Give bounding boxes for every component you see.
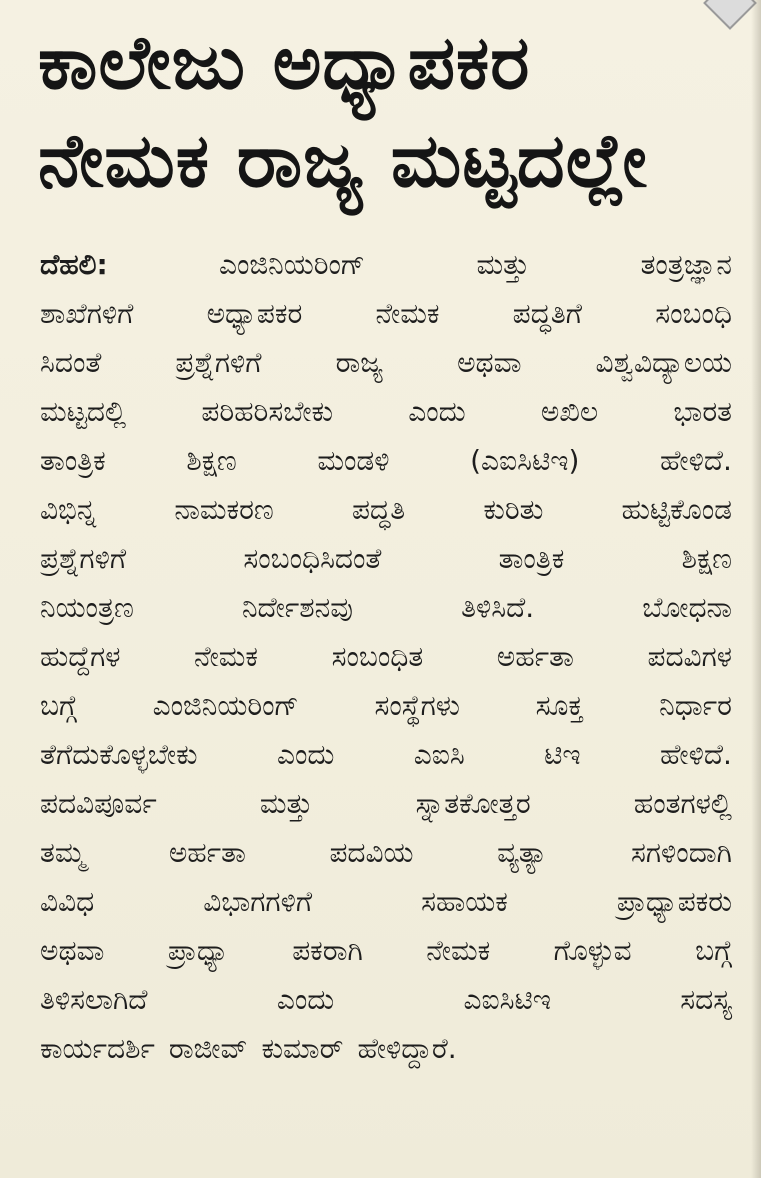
article-word: ಸಹಾಯಕ (421, 885, 508, 918)
article-word: ಅರ್ಹತಾ (168, 836, 246, 869)
article-line (40, 387, 732, 436)
article-word: ಎಂದು (408, 395, 466, 428)
article-word: ಹುಟ್ಟಿಕೊಂಡ (621, 493, 732, 526)
article-line (40, 338, 732, 387)
headline-line-1: ಕಾಲೇಜು ಅಧ್ಯಾಪಕರ (38, 20, 531, 106)
article-word: ಬೋಧನಾ (642, 591, 732, 624)
article-word: ಸೂಕ್ತ (535, 689, 584, 722)
article-word: ಸದಸ್ಯ (680, 983, 732, 1016)
article-word: ನಿರ್ದೇಶನವು (241, 591, 354, 624)
article-word: ವ್ಯತ್ಯಾ (497, 836, 548, 869)
article-word: ತಿಳಿಸಲಾಗಿದೆ (40, 983, 148, 1016)
article-line (40, 436, 732, 485)
article-word: ತಿಳಿಸಿದೆ. (461, 591, 535, 624)
article-word: ಸಗಳಿಂದಾಗಿ (631, 836, 732, 869)
article-word: (ಎಐಸಿಟಿಇ) (470, 444, 580, 477)
article-line (40, 583, 732, 632)
article-line (40, 240, 732, 289)
article-word: ಎಂದು (276, 738, 335, 771)
article-word: ಪ್ರಶ್ನೆಗಳಿಗೆ (175, 346, 262, 379)
article-word: ಹಂತಗಳಲ್ಲಿ (633, 787, 732, 820)
article-word: ತಾಂತ್ರಿಕ (40, 444, 106, 477)
article-word: ತಮ್ಮ (40, 836, 86, 869)
article-word: ಸಂಬಂಧಿತ (331, 640, 424, 673)
article-word: ರಾಜೀವ್ (168, 1032, 248, 1065)
article-word: ಅಖಿಲ (540, 395, 599, 428)
article-word: ಶಿಕ್ಷಣ (681, 542, 732, 575)
article-word: ಪದ್ಧತಿ (351, 493, 406, 526)
article-word: ಹೇಳಿದೆ. (660, 444, 732, 477)
article-word: ಮಟ್ಟದಲ್ಲಿ (40, 395, 127, 428)
article-word: ಎಐಸಿಟಿಇ (463, 983, 551, 1016)
article-word: ಪ್ರಾಧ್ಯಾ (167, 934, 229, 967)
article-word: ನಾಮಕರಣ (174, 493, 274, 526)
article-line (40, 289, 732, 338)
article-word: ಸಂಬಂಧಿಸಿದಂತೆ (243, 542, 382, 575)
article-word: ಶಿಕ್ಷಣ (186, 444, 237, 477)
headline-line-2: ನೇಮಕ ರಾಜ್ಯ ಮಟ್ಟದಲ್ಲೇ (38, 118, 648, 204)
article-line (40, 779, 732, 828)
article-word: ಅಥವಾ (457, 346, 522, 379)
article-word: ಕಾರ್ಯದರ್ಶಿ (40, 1032, 155, 1065)
article-word: ಪರಿಹರಿಸಬೇಕು (201, 395, 334, 428)
article-word: ಕುಮಾರ್ (261, 1032, 344, 1065)
article-line (40, 828, 732, 877)
article-word: ತಂತ್ರಜ್ಞಾನ (640, 248, 732, 281)
article-word: ಹೇಳಿದೆ. (659, 738, 732, 771)
article-word: ಎಂಜಿನಿಯರಿಂಗ್ (218, 248, 366, 281)
article-word: ತೆಗೆದುಕೊಳ್ಳಬೇಕು (40, 738, 198, 771)
article-word: ಎಂಜಿನಿಯರಿಂಗ್ (152, 689, 299, 722)
article-word: ಎಐಸಿ (413, 738, 465, 771)
article-word: ಭಾರತ (673, 395, 732, 428)
article-line (40, 534, 732, 583)
article-word: ನಿರ್ಧಾರ (659, 689, 732, 722)
article-word: ಪ್ರಾಧ್ಯಾಪಕರು (616, 885, 732, 918)
article-word: ಹುದ್ದೆಗಳ (40, 640, 121, 673)
article-word: ಮತ್ತು (476, 248, 530, 281)
article-word: ವಿಭಾಗಗಳಿಗೆ (203, 885, 313, 918)
article-line (40, 485, 732, 534)
article-word: ಪದ್ಧತಿಗೆ (512, 297, 583, 330)
article-word: ಶಾಖೆಗಳಿಗೆ (40, 297, 134, 330)
article-word: ಪದವಿಪೂರ್ವ (40, 787, 157, 820)
article-word: ವಿಶ್ವವಿದ್ಯಾಲಯ (595, 346, 732, 379)
article-word: ಪದವಿಯ (329, 836, 414, 869)
article-word: ನೇಮಕ (426, 934, 491, 967)
article-word: ನೇಮಕ (375, 297, 440, 330)
article-line (40, 730, 732, 779)
article-word: ಮಂಡಳಿ (317, 444, 390, 477)
article-word: ಮತ್ತು (259, 787, 313, 820)
article-word: ನೇಮಕ (194, 640, 259, 673)
headline (38, 14, 738, 210)
article-word: ಹೇಳಿದ್ದಾರೆ. (357, 1032, 457, 1065)
article-line (40, 877, 732, 926)
article-word: ಪಕರಾಗಿ (292, 934, 363, 967)
article-word: ಪ್ರಶ್ನೆಗಳಿಗೆ (40, 542, 127, 575)
article-word: ಟಿಇ (544, 738, 581, 771)
article-word: ವಿವಿಧ (40, 885, 95, 918)
article-word: ಗೊಳ್ಳುವ (553, 934, 632, 967)
article-word: ಸ್ನಾತಕೋತ್ತರ (415, 787, 531, 820)
article-line (40, 926, 732, 975)
article-line (40, 632, 732, 681)
article-word: ಕುರಿತು (483, 493, 544, 526)
article-word: ಪದವಿಗಳ (647, 640, 732, 673)
article-word: ಬಗ್ಗೆ (695, 934, 732, 967)
article-line (40, 681, 732, 730)
article-word: ರಾಜ್ಯ (335, 346, 383, 379)
article-word: ತಾಂತ್ರಿಕ (498, 542, 565, 575)
article-word: ಎಂದು (276, 983, 335, 1016)
page-edge-shadow (751, 0, 761, 1178)
article-word: ಸಿದಂತೆ (40, 346, 102, 379)
article-body (40, 240, 732, 1073)
article-word: ಬಗ್ಗೆ (40, 689, 77, 722)
article-line (40, 975, 732, 1024)
article-word: ಅಧ್ಯಾಪಕರ (206, 297, 303, 330)
article-word: ಸಂಸ್ಥೆಗಳು (374, 689, 460, 722)
article-word: ಅಥವಾ (40, 934, 105, 967)
article-word: ಸಂಬಂಧಿ (655, 297, 732, 330)
article-word: ಅರ್ಹತಾ (496, 640, 574, 673)
article-word: ವಿಭಿನ್ನ (40, 493, 97, 526)
article-word: ನಿಯಂತ್ರಣ (40, 591, 134, 624)
article-line (40, 1024, 732, 1073)
dateline: ದೆಹಲಿ: (40, 248, 108, 281)
